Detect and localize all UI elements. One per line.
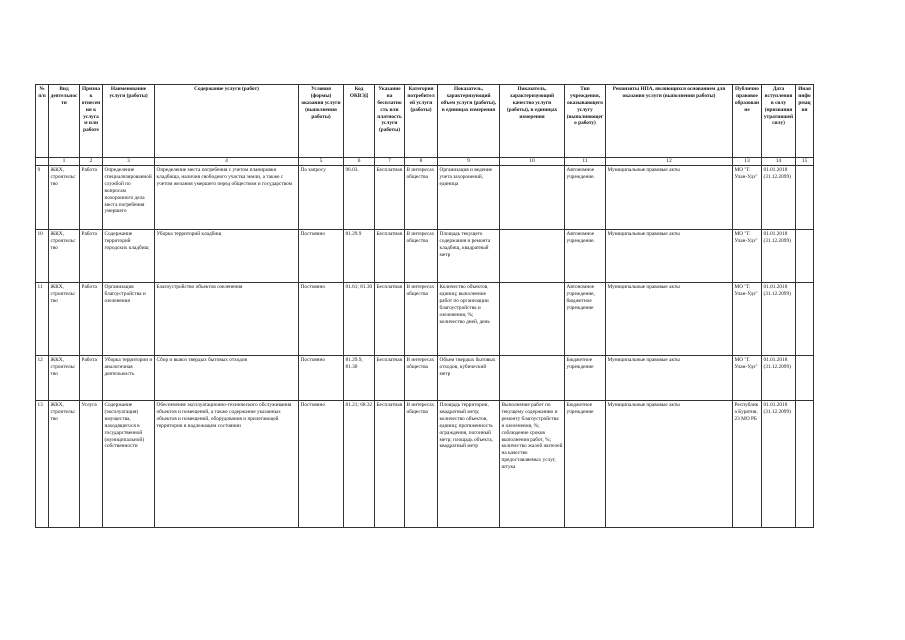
quality-indicator-cell [500, 166, 565, 230]
consumer-cell: В интересах общества [405, 401, 438, 528]
consumer-cell: В интересах общества [405, 230, 438, 283]
kind-cell: Работа [80, 283, 103, 356]
header-cell: Тип учреждения, оказывающего услугу (выполняющего работу) [565, 85, 606, 158]
other-cell [796, 230, 814, 283]
header-cell: Условия (формы) оказания услуги (выполнения работы) [299, 85, 344, 158]
other-cell [796, 356, 814, 401]
other-cell [796, 283, 814, 356]
volume-indicator-cell: Площадь территории, квадратный метр; количество объектов, единиц; протяженность ограждения, погонный метр; площадь объекта, квадратный метр [438, 401, 500, 528]
service-name-cell: Определение специализированной службой по вопросам похоронного дела места погребения умершего [103, 166, 155, 230]
header-cell: Признак отнесения к услугам или работе [80, 85, 103, 158]
services-register-table [35, 84, 814, 528]
form-cell: Постоянно [299, 230, 344, 283]
row-number: 10 [36, 230, 49, 283]
npa-cell: Муниципальные правовые акты [606, 230, 733, 283]
date-cell: 01.01.2018 (31.12.2099) [762, 283, 796, 356]
entity-cell: МО "Г. Улан-Удэ" [733, 283, 762, 356]
okved-cell: 01.61; 81.30 [344, 283, 375, 356]
activity-cell: ЖКХ, строительство [49, 230, 80, 283]
other-cell [796, 401, 814, 528]
quality-indicator-cell [500, 230, 565, 283]
institution-type-cell: Автономное учреждение. [565, 166, 606, 230]
header-cell: Категория потребителей услуги (работы) [405, 85, 438, 158]
header-cell: Вид деятельности [49, 85, 80, 158]
header-cell: Иная информация [796, 85, 814, 158]
service-name-cell: Содержание (эксплуатация) имущества, находящегося в государственной (муниципальной) собственности [103, 401, 155, 528]
header-cell: Публичноправовое образование [733, 85, 762, 158]
volume-indicator-cell: Количество объектов, единиц; выполнение работ по организации благоустройства и озеленения, %; количество дней, день [438, 283, 500, 356]
header-cell: Код ОКВЭД [344, 85, 375, 158]
content-cell: Уборка территорий кладбищ [155, 230, 299, 283]
date-cell: 01.01.2018 (31.12.2099) [762, 401, 796, 528]
kind-cell: Услуга [80, 401, 103, 528]
institution-type-cell: Автономное учреждение. [565, 230, 606, 283]
institution-type-cell: Бюджетное учреждение [565, 401, 606, 528]
column-number-cell: 9 [438, 158, 500, 166]
row-number: 11 [36, 283, 49, 356]
okved-cell: 81.29.9, 81.30 [344, 356, 375, 401]
institution-type-cell: Бюджетное учреждение [565, 356, 606, 401]
entity-cell: МО "Г. Улан-Удэ" [733, 166, 762, 230]
quality-indicator-cell: Выполнение работ по текущему содержанию и ремонту благоустройства и озеленения, %; соблюдение сроков выполнения работ, %; количество жалоб жителей на качество предоставляемых услуг, штука [500, 401, 565, 528]
header-cell: Показатель, характеризующий качество услуги (работы), в единицах измерения [500, 85, 565, 158]
column-number-cell: 4 [155, 158, 299, 166]
volume-indicator-cell: Организация и ведение учета захоронений, единица [438, 166, 500, 230]
consumer-cell: В интересах общества [405, 283, 438, 356]
column-number-cell: 12 [606, 158, 733, 166]
activity-cell: ЖКХ, строительство [49, 283, 80, 356]
table-row [36, 401, 814, 528]
form-cell: Постоянно [299, 401, 344, 528]
form-cell: По запросу [299, 166, 344, 230]
npa-cell: Муниципальные правовые акты [606, 356, 733, 401]
register-sheet [35, 84, 814, 528]
header-cell: Реквизиты НПА, являющихся основанием для оказания услуги (выполнения работы) [606, 85, 733, 158]
column-number-cell [36, 158, 49, 166]
header-cell: Показатель, характеризующий объем услуги (работы), в единицах измерения [438, 85, 500, 158]
activity-cell: ЖКХ, строительство [49, 166, 80, 230]
header-cell: № п/п [36, 85, 49, 158]
quality-indicator-cell [500, 283, 565, 356]
kind-cell: Работа [80, 230, 103, 283]
entity-cell: Республика Бурятия, 23 МО РБ [733, 401, 762, 528]
content-cell: Обеспечение эксплуатационно-технического обслуживания объектов и помещений, а также содержание указанных объектов и помещений, оборудования и прилегающей территории в надлежащем состоянии [155, 401, 299, 528]
npa-cell: Муниципальные правовые акты [606, 166, 733, 230]
table-row [36, 230, 814, 283]
column-number-cell: 5 [299, 158, 344, 166]
column-number-cell: 10 [500, 158, 565, 166]
volume-indicator-cell: Площадь текущего содержания и ремонта кладбищ, квадратный метр [438, 230, 500, 283]
kind-cell: Работа [80, 166, 103, 230]
date-cell: 01.01.2018 (31.12.2099) [762, 230, 796, 283]
npa-cell: Муниципальные правовые акты [606, 401, 733, 528]
form-cell: Постоянно [299, 283, 344, 356]
header-cell: Содержание услуги (работ) [155, 85, 299, 158]
column-number-cell: 13 [733, 158, 762, 166]
service-name-cell: Уборка территории и аналогичная деятельность [103, 356, 155, 401]
column-number-row [36, 158, 814, 166]
npa-cell: Муниципальные правовые акты [606, 283, 733, 356]
table-row [36, 356, 814, 401]
header-cell: Указание на бесплатность или платность услуги (работы) [375, 85, 405, 158]
column-number-cell: 3 [103, 158, 155, 166]
entity-cell: МО "Г. Улан-Удэ" [733, 230, 762, 283]
institution-type-cell: Автономное учреждение, бюджетное учреждение [565, 283, 606, 356]
entity-cell: МО "Г. Улан-Удэ" [733, 356, 762, 401]
table-row [36, 166, 814, 230]
row-number: 9 [36, 166, 49, 230]
table-row [36, 283, 814, 356]
service-name-cell: Организация благоустройства и озеленения [103, 283, 155, 356]
column-number-cell: 14 [762, 158, 796, 166]
header-cell: Дата вступления в силу (признания утратившей силу) [762, 85, 796, 158]
consumer-cell: В интересах общества [405, 166, 438, 230]
column-number-cell: 8 [405, 158, 438, 166]
row-number: 13 [36, 401, 49, 528]
payment-cell: Бесплатная [375, 283, 405, 356]
header-row [36, 85, 814, 158]
activity-cell: ЖКХ, строительство [49, 401, 80, 528]
volume-indicator-cell: Объем твердых бытовых отходов, кубический метр [438, 356, 500, 401]
content-cell: Сбор и вывоз твердых бытовых отходов [155, 356, 299, 401]
row-number: 12 [36, 356, 49, 401]
okved-cell: 96.03. [344, 166, 375, 230]
content-cell: Определение места погребения с учетом планировки кладбища, наличия свободного участка земли, а также с учетом желания умершего перед обществом и государством [155, 166, 299, 230]
consumer-cell: В интересах общества [405, 356, 438, 401]
column-number-cell: 15 [796, 158, 814, 166]
payment-cell: Бесплатная [375, 356, 405, 401]
payment-cell: Бесплатная [375, 401, 405, 528]
header-cell: Наименование услуги (работы) [103, 85, 155, 158]
okved-cell: 81.21; 68.32 [344, 401, 375, 528]
payment-cell: Бесплатная [375, 230, 405, 283]
service-name-cell: Содержание территорий городских кладбищ [103, 230, 155, 283]
column-number-cell: 2 [80, 158, 103, 166]
column-number-cell: 7 [375, 158, 405, 166]
quality-indicator-cell [500, 356, 565, 401]
okved-cell: 81.29.9 [344, 230, 375, 283]
payment-cell: Бесплатная [375, 166, 405, 230]
activity-cell: ЖКХ, строительство [49, 356, 80, 401]
column-number-cell: 11 [565, 158, 606, 166]
form-cell: Постоянно [299, 356, 344, 401]
kind-cell: Работа [80, 356, 103, 401]
date-cell: 01.01.2018 (31.12.2099) [762, 356, 796, 401]
content-cell: Благоустройство объектов озеленения [155, 283, 299, 356]
column-number-cell: 6 [344, 158, 375, 166]
date-cell: 01.01.2018 (31.12.2099) [762, 166, 796, 230]
other-cell [796, 166, 814, 230]
column-number-cell: 1 [49, 158, 80, 166]
